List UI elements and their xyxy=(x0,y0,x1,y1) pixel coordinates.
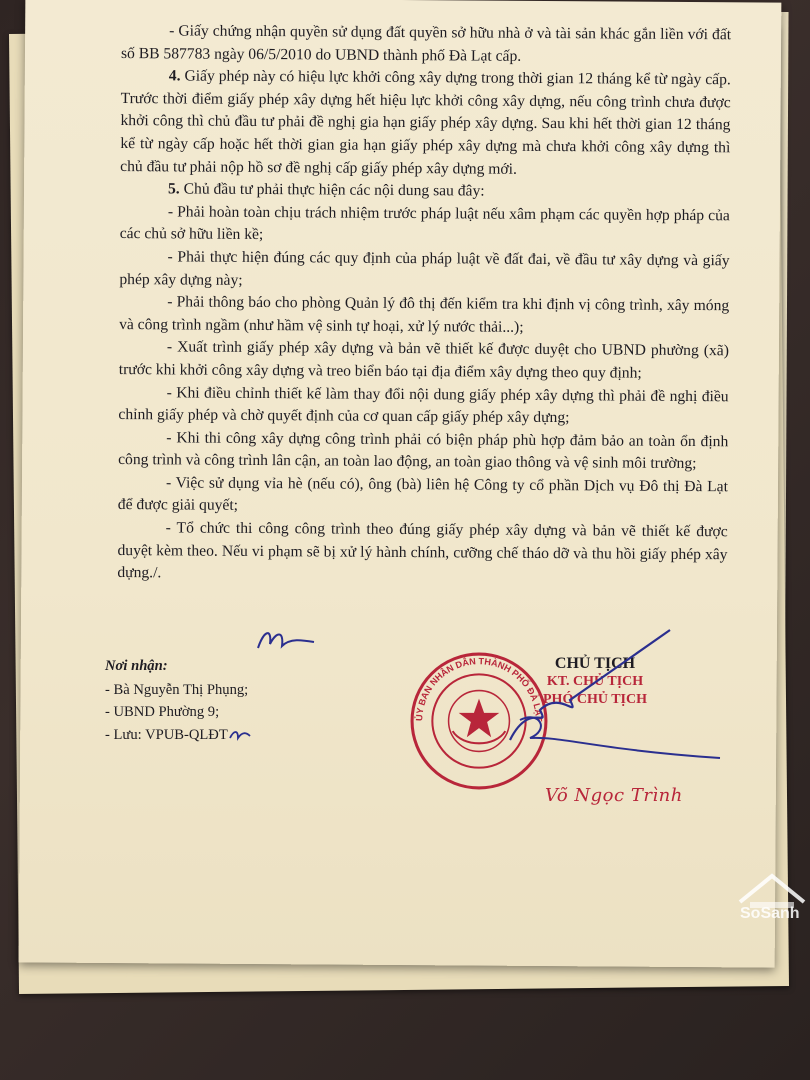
para-4-number: 4. xyxy=(168,67,181,85)
para-5-number: 5. xyxy=(167,180,180,198)
document-body xyxy=(117,20,731,589)
initial-scribble xyxy=(250,620,320,660)
list-item: - Khi thi công xây dựng công trình phải có biện pháp phù hợp đảm bảo an toàn ổn định công trình và công trình lân cận, an toàn lao động, an toàn giao thông và vệ sinh môi trường; xyxy=(118,429,729,473)
para-5-text: Chủ đầu tư phải thực hiện các nội dung sau đây: xyxy=(183,180,485,200)
signer-deputy: PHÓ CHỦ TỊCH xyxy=(543,692,647,707)
list-item: - Tổ chức thi công công trình theo đúng giấy phép xây dựng và bản vẽ thiết kế được duyệt kèm theo. Nếu vi phạm sẽ bị xử lý hành chính, cưỡng chế tháo dỡ và thu hồi giấy phép xây dựng./. xyxy=(117,519,728,582)
initial-mark xyxy=(228,728,252,742)
signature-scribble xyxy=(490,610,730,770)
signer-name: Võ Ngọc Trình xyxy=(545,785,683,806)
list-item: - Phải hoàn toàn chịu trách nhiệm trước pháp luật nếu xâm phạm các quyền hợp pháp của các chủ sở hữu liền kề; xyxy=(119,203,730,244)
recipient-line: - Bà Nguyễn Thị Phụng; xyxy=(105,681,249,698)
watermark-house-icon xyxy=(734,868,810,938)
recipients-block xyxy=(105,655,252,746)
para-4 xyxy=(120,65,731,182)
signer-kt: KT. CHỦ TỊCH xyxy=(546,674,644,689)
watermark-text: SoSanh xyxy=(740,905,800,922)
list-item: - Khi điều chỉnh thiết kế làm thay đổi nội dung giấy phép xây dựng thì phải đề nghị điều chỉnh giấy phép và chờ quyết định của cơ quan cấp giấy phép xây dựng; xyxy=(118,383,729,427)
document-page xyxy=(19,0,782,968)
seal-text: ỦY BAN NHÂN DÂN THÀNH PHỐ ĐÀ LẠT xyxy=(414,656,544,722)
recipient-line-text: - Lưu: VPUB-QLĐT xyxy=(105,726,228,743)
para-4-text: Giấy phép này có hiệu lực khởi công xây dựng trong thời gian 12 tháng kể từ ngày cấp. Trước thời điểm giấy phép xây dựng hết hiệu lực khởi công xây dựng, nếu công trình chưa được khởi công thì chủ đầu tư phải đề nghị gia hạn giấy phép xây dựng. Sau khi hết thời gian 12 tháng kể từ ngày cấp hoặc hết thời gian gia hạn giấy phép xây dựng mà chưa khởi công xây dựng thì chủ đầu tư phải nộp hồ sơ đề nghị cấp giấy phép xây dựng mới. xyxy=(120,67,731,178)
recipient-line: - UBND Phường 9; xyxy=(105,704,220,721)
list-item: - Xuất trình giấy phép xây dựng và bản vẽ thiết kế được duyệt cho UBND phường (xã) trước khi khởi công xây dựng và treo biển báo tại địa điểm xây dựng theo quy định; xyxy=(118,338,729,382)
list-item: - Phải thực hiện đúng các quy định của pháp luật về đất đai, về đầu tư xây dựng và giấy phép xây dựng này; xyxy=(119,248,730,289)
recipient-line xyxy=(105,724,252,747)
list-item: - Việc sử dụng vỉa hè (nếu có), ông (bà) liên hệ Công ty cổ phần Dịch vụ Đô thị Đà Lạt để được giải quyết; xyxy=(117,474,729,515)
list-item: - Phải thông báo cho phòng Quản lý đô thị đến kiểm tra khi định vị công trình, xây móng và công trình ngầm (như hầm vệ sinh tự hoại, xử lý nước thải...); xyxy=(119,293,730,336)
recipients-heading: Nơi nhận: xyxy=(105,658,168,674)
signer-title: CHỦ TỊCH xyxy=(554,655,636,672)
para-intro: - Giấy chứng nhận quyền sử dụng đất quyền sở hữu nhà ở và tài sản khác gắn liền với đất số BB 587783 ngày 06/5/2010 do UBND thành phố Đà Lạt cấp. xyxy=(120,22,732,65)
